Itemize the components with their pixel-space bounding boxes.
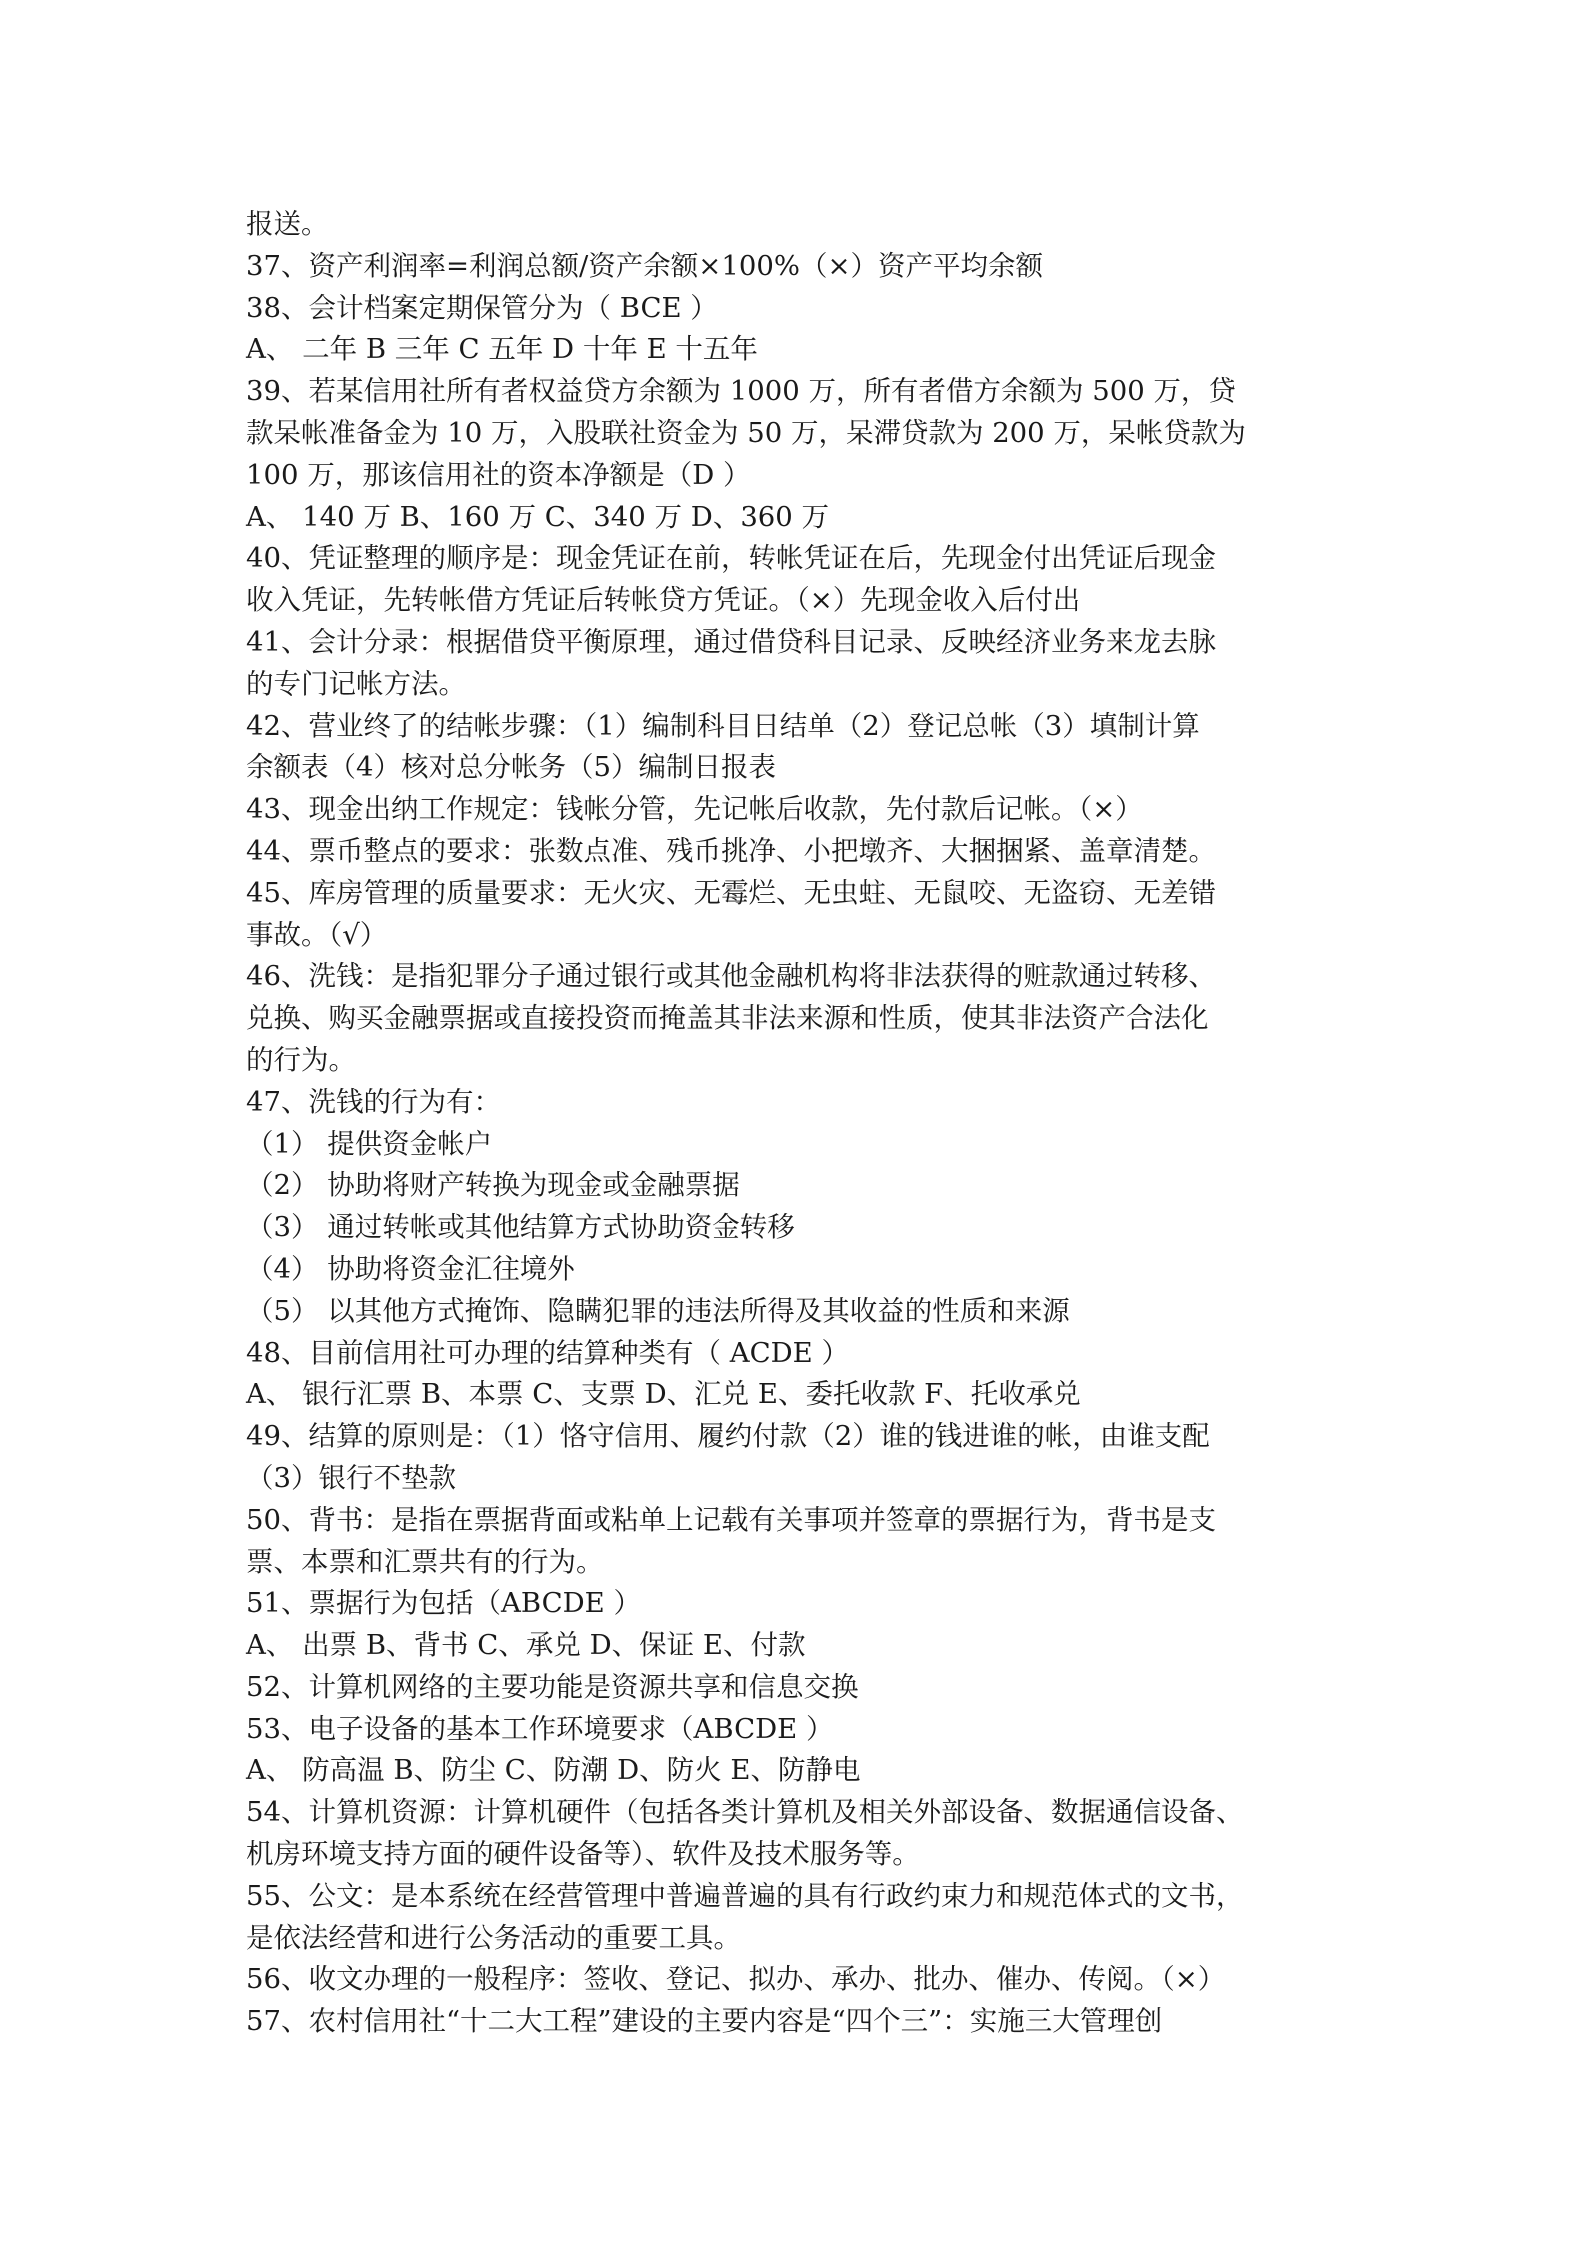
text-line: 54、计算机资源：计算机硬件（包括各类计算机及相关外部设备、数据通信设备、 (246, 1796, 1244, 1829)
text-line: 机房环境支持方面的硬件设备等）、软件及技术服务等。 (246, 1838, 920, 1871)
text-line: A、 出票 B、背书 C、承兑 D、保证 E、付款 (246, 1629, 806, 1662)
text-line: 39、若某信用社所有者权益贷方余额为 1000 万，所有者借方余额为 500 万，贷 (246, 375, 1236, 408)
text-line: （3） 通过转帐或其他结算方式协助资金转移 (246, 1211, 795, 1244)
text-line: 报送。 (246, 208, 329, 240)
text-line: A、 银行汇票 B、本票 C、支票 D、汇兑 E、委托收款 F、托收承兑 (246, 1378, 1081, 1411)
text-line: 款呆帐准备金为 10 万，入股联社资金为 50 万，呆滞贷款为 200 万，呆帐贷款为 (246, 416, 1246, 449)
text-line: 49、结算的原则是：（1）恪守信用、履约付款（2）谁的钱进谁的帐，由谁支配 (246, 1420, 1210, 1453)
text-line: 的专门记帐方法。 (246, 667, 466, 700)
text-line: 46、洗钱：是指犯罪分子通过银行或其他金融机构将非法获得的赃款通过转移、 (246, 960, 1216, 993)
text-line: 45、库房管理的质量要求：无火灾、无霉烂、无虫蛀、无鼠咬、无盗窃、无差错 (246, 876, 1216, 909)
text-line: 50、背书：是指在票据背面或粘单上记载有关事项并签章的票据行为，背书是支 (246, 1503, 1216, 1536)
text-line: 余额表（4）核对总分帐务（5）编制日报表 (246, 751, 776, 784)
text-line: 43、现金出纳工作规定：钱帐分管，先记帐后收款，先付款后记帐。（×） (246, 793, 1143, 826)
text-line: 41、会计分录：根据借贷平衡原理，通过借贷科目记录、反映经济业务来龙去脉 (246, 625, 1216, 658)
text-line: 42、营业终了的结帐步骤：（1）编制科目日结单（2）登记总帐（3）填制计算 (246, 709, 1200, 742)
text-line: 48、目前信用社可办理的结算种类有（ ACDE ） (246, 1336, 849, 1369)
text-line: 55、公文：是本系统在经营管理中普遍普遍的具有行政约束力和规范体式的文书， (246, 1879, 1244, 1912)
text-line: 37、资产利润率=利润总额/资产余额×100%（×）资产平均余额 (246, 249, 1044, 282)
text-line: （1） 提供资金帐户 (246, 1127, 493, 1160)
text-line: 47、洗钱的行为有： (246, 1085, 501, 1118)
text-line: 44、票币整点的要求：张数点准、残币挑净、小把墩齐、大捆捆紧、盖章清楚。 (246, 834, 1216, 867)
text-line: （4） 协助将资金汇往境外 (246, 1252, 575, 1285)
text-line: 52、计算机网络的主要功能是资源共享和信息交换 (246, 1670, 859, 1703)
text-line: 兑换、购买金融票据或直接投资而掩盖其非法来源和性质，使其非法资产合法化 (246, 1002, 1209, 1035)
text-line: A、 防高温 B、防尘 C、防潮 D、防火 E、防静电 (246, 1754, 861, 1787)
text-line: 40、凭证整理的顺序是：现金凭证在前，转帐凭证在后，先现金付出凭证后现金 (246, 542, 1216, 575)
text-line: 票、本票和汇票共有的行为。 (246, 1545, 604, 1578)
text-line: 56、收文办理的一般程序：签收、登记、拟办、承办、批办、催办、传阅。（×） (246, 1963, 1226, 1996)
text-line: 57、农村信用社“十二大工程”建设的主要内容是“四个三”：实施三大管理创 (246, 2005, 1163, 2038)
text-line: （3）银行不垫款 (246, 1461, 456, 1494)
text-line: A、 二年 B 三年 C 五年 D 十年 E 十五年 (246, 333, 758, 366)
text-line: 收入凭证，先转帐借方凭证后转帐贷方凭证。（×）先现金收入后付出 (246, 584, 1081, 617)
text-line: 53、电子设备的基本工作环境要求（ABCDE ） (246, 1712, 834, 1745)
text-line: （5） 以其他方式掩饰、隐瞒犯罪的违法所得及其收益的性质和来源 (246, 1294, 1070, 1327)
text-line: A、 140 万 B、160 万 C、340 万 D、360 万 (246, 500, 830, 533)
document-body (246, 204, 1366, 2043)
text-line: 38、会计档案定期保管分为（ BCE ） (246, 291, 718, 324)
text-line: 是依法经营和进行公务活动的重要工具。 (246, 1921, 741, 1954)
text-line: 100 万，那该信用社的资本净额是（D ） (246, 458, 751, 491)
text-line: 的行为。 (246, 1043, 356, 1076)
text-line: 事故。（√） (246, 918, 388, 951)
text-line: （2） 协助将财产转换为现金或金融票据 (246, 1169, 740, 1202)
text-line: 51、票据行为包括（ABCDE ） (246, 1587, 641, 1620)
